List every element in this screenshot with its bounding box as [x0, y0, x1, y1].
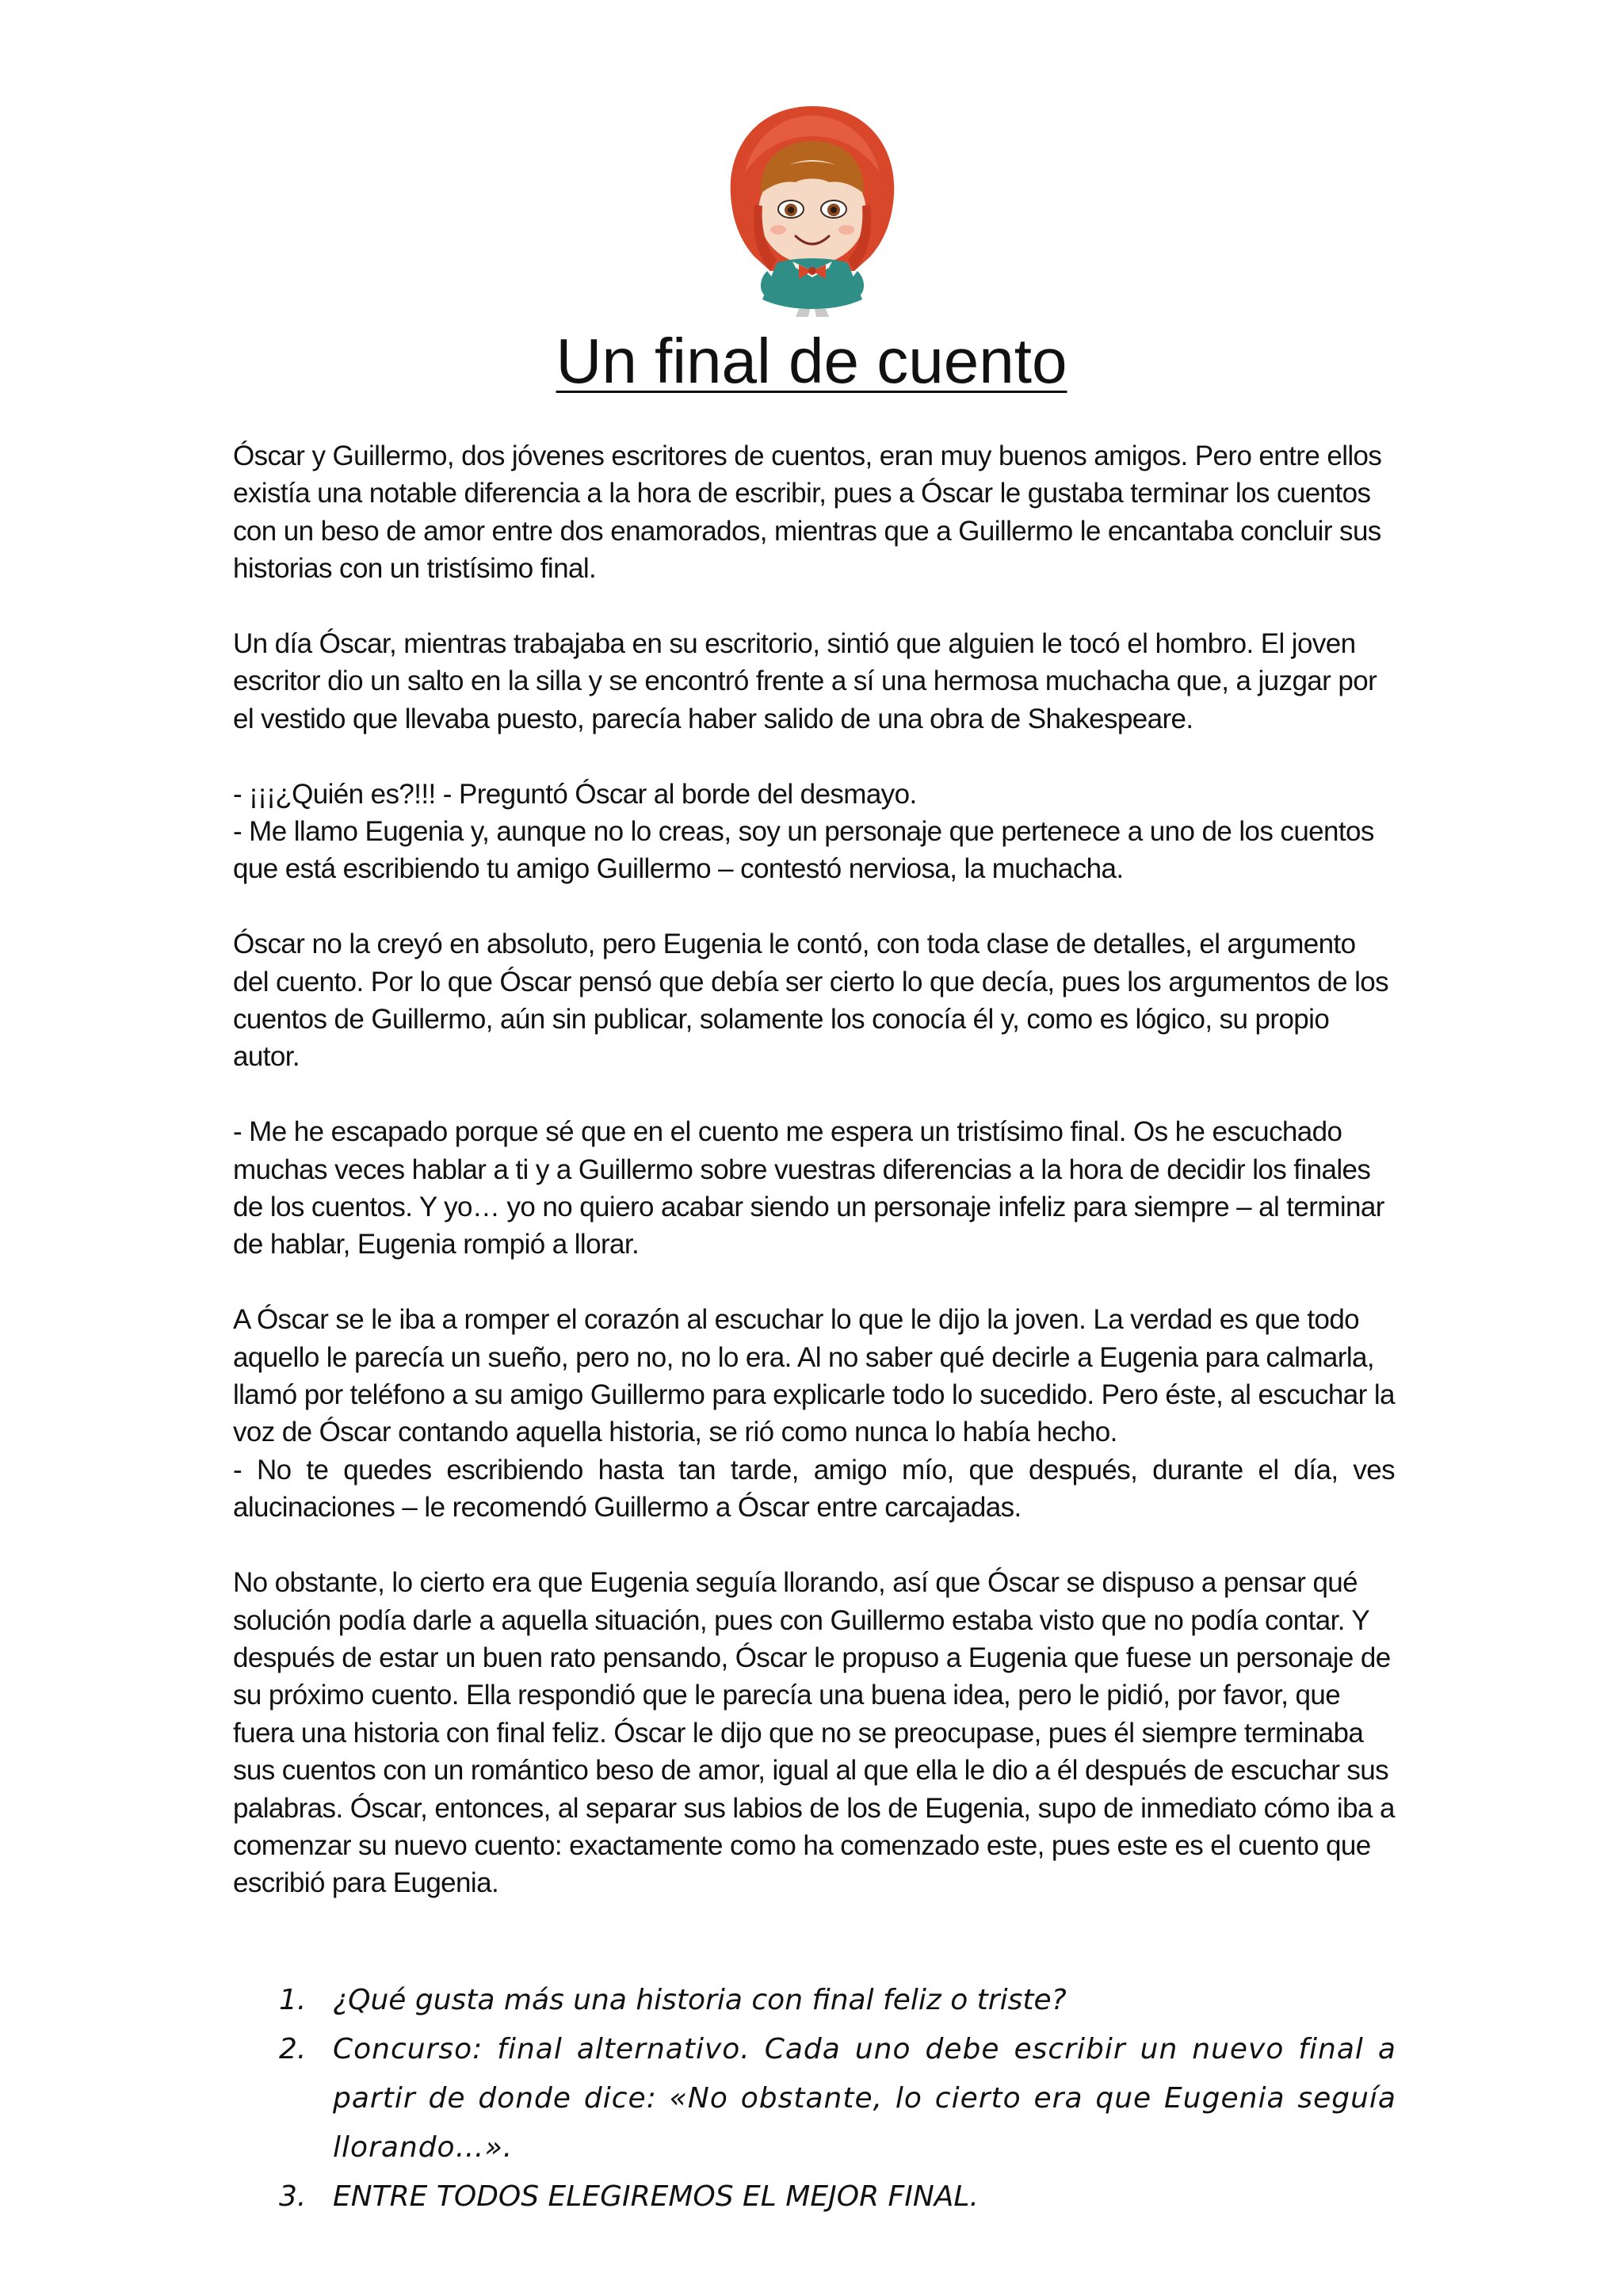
story-paragraph-2: Un día Óscar, mientras trabajaba en su escritorio, sintió que alguien le tocó el hombro. El joven escritor dio un salto en la silla y se encontró frente a sí una hermosa muchacha que, a juzgar por el vestido que llevaba puesto, parecía haber salido de una obra de Shakespeare.: [233, 628, 1377, 734]
question-number: 1.: [279, 1984, 307, 2016]
story-dialogue-2: - Me llamo Eugenia y, aunque no lo creas, soy un personaje que pertenece a uno de los cuentos que está escribiendo tu amigo Guillermo – contestó nerviosa, la muchacha.: [233, 816, 1374, 885]
story-paragraph-5: A Óscar se le iba a romper el corazón al escuchar lo que le dijo la joven. La verdad es que todo aquello le parecía un sueño, pero no, no lo era. Al no saber qué decirle a Eugenia para calmarla, llamó por teléfono a su amigo Guillermo para explicarle todo lo sucedido. Pero éste, al escuchar la voz de Óscar contando aquella historia, se rió como nunca lo había hecho.: [233, 1304, 1395, 1448]
story-paragraph-3: Óscar no la creyó en absoluto, pero Eugenia le contó, con toda clase de detalles, el argumento del cuento. Por lo que Óscar pensó que debía ser cierto lo que decía, pues los argumentos de los cuentos de Guillermo, aún sin publicar, solamente los conocía él y, como es lógico, su propio autor.: [233, 929, 1389, 1073]
question-text: Concurso: final alternativo. Cada uno debe escribir un nuevo final a partir de donde dice: «No obstante, lo cierto era que Eugenia seguía llorando…».: [333, 2033, 1396, 2164]
story-paragraph-1: Óscar y Guillermo, dos jóvenes escritores de cuentos, eran muy buenos amigos. Pero entre ellos existía una notable diferencia a la hora de escribir, pues a Óscar le gustaba terminar los cuentos con un beso de amor entre dos enamorados, mientras que a Guillermo le encantaba concluir sus historias con un tristísimo final.: [233, 441, 1382, 585]
question-text: ¿Qué gusta más una historia con final feliz o triste?: [333, 1984, 1067, 2016]
story-paragraph-7: No obstante, lo cierto era que Eugenia seguía llorando, así que Óscar se dispuso a pensar qué solución podía darle a aquella situación, pues con Guillermo estaba visto que no podía contar. Y después de estar un buen rato pensando, Óscar le propuso a Eugenia que fuese un personaje de su próximo cuento. Ella respondió que le parecía una buena idea, pero le pidió, por favor, que fuera una historia con final feliz. Óscar le dijo que no se preocupase, pues él siempre terminaba sus cuentos con un romántico beso de amor, igual al que ella le dio a él después de escuchar sus palabras. Óscar, entonces, al separar sus labios de los de Eugenia, supo de inmediato cómo iba a comenzar su nuevo cuento: exactamente como ha comenzado este, pues este es el cuento que escribió para Eugenia.: [233, 1567, 1395, 1899]
story-body: [233, 437, 1395, 1939]
story-dialogue-1: - ¡¡¡¿Quién es?!!! - Preguntó Óscar al borde del desmayo.: [233, 778, 917, 810]
questions-list: [279, 1976, 1396, 2222]
list-item: [279, 2025, 1396, 2172]
list-item: [279, 1976, 1396, 2025]
question-number: 2.: [279, 2033, 307, 2065]
page-title-text: Un final de cuento: [556, 326, 1067, 396]
red-hood-girl-icon: [713, 101, 911, 317]
page-title: [0, 323, 1623, 399]
question-number: 3.: [279, 2180, 307, 2213]
list-item: [279, 2172, 1396, 2222]
story-paragraph-6: - No te quedes escribiendo hasta tan tarde, amigo mío, que después, durante el día, ves alucinaciones – le recomendó Guillermo a Óscar entre carcajadas.: [233, 1454, 1395, 1524]
question-text: ENTRE TODOS ELEGIREMOS EL MEJOR FINAL.: [333, 2180, 979, 2213]
story-paragraph-4: - Me he escapado porque sé que en el cuento me espera un tristísimo final. Os he escuchado muchas veces hablar a ti y a Guillermo sobre vuestras diferencias a la hora de decidir los finales de los cuentos. Y yo… yo no quiero acabar siendo un personaje infeliz para siempre – al terminar de hablar, Eugenia rompió a llorar.: [233, 1116, 1384, 1261]
